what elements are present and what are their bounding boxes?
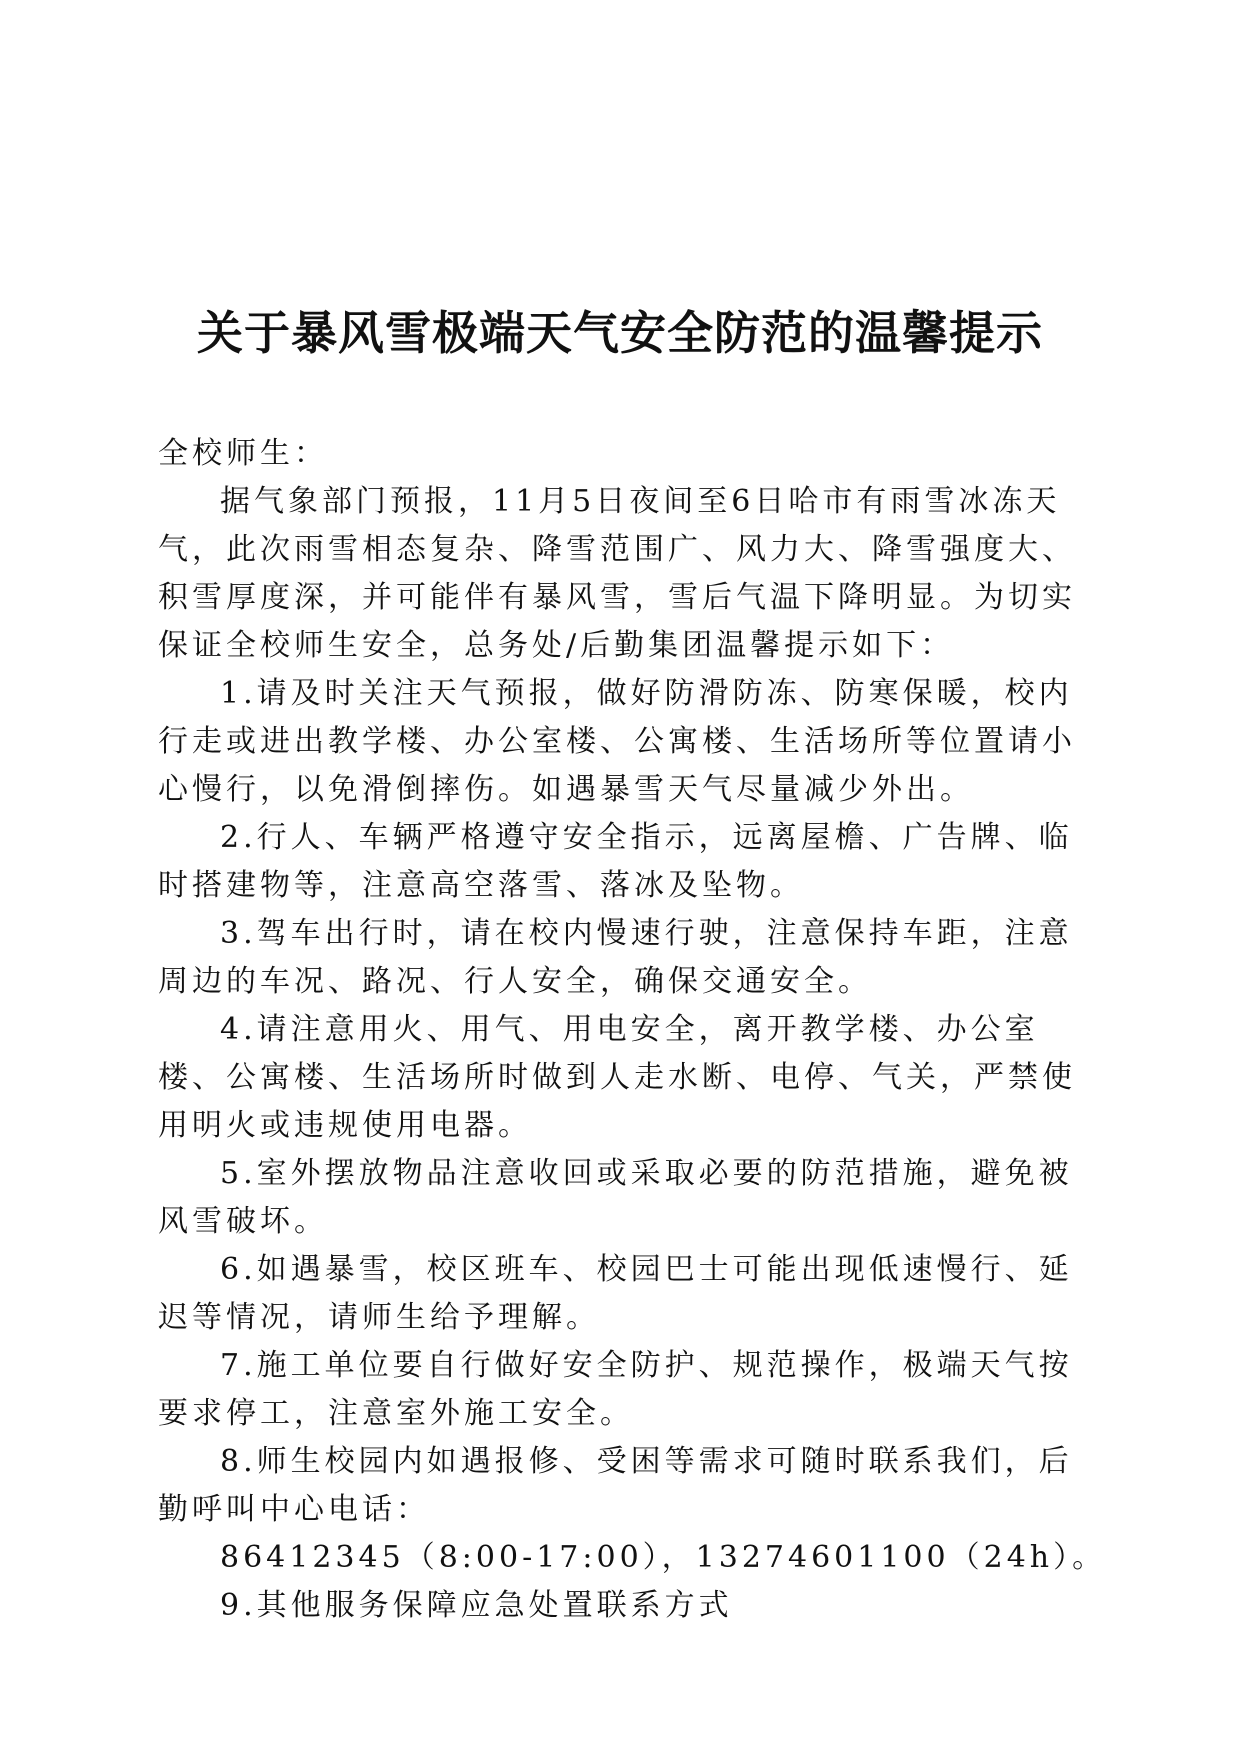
phone-line: 86412345（8:00-17:00），13274601100（24h）。 <box>220 1540 1107 1575</box>
notice-item-5: 5.室外摆放物品注意收回或采取必要的防范措施，避免被风雪破坏。 <box>158 1156 1073 1239</box>
document-body <box>158 430 1107 1630</box>
notice-item-3: 3.驾车出行时，请在校内慢速行驶，注意保持车距，注意周边的车况、路况、行人安全，确保交通安全。 <box>158 916 1073 999</box>
intro-paragraph: 据气象部门预报，11月5日夜间至6日哈市有雨雪冰冻天气，此次雨雪相态复杂、降雪范围广、风力大、降雪强度大、积雪厚度深，并可能伴有暴风雪，雪后气温下降明显。为切实保证全校师生安全，总务处/后勤集团温馨提示如下： <box>158 484 1076 663</box>
document-title: 关于暴风雪极端天气安全防范的温馨提示 <box>197 306 1043 360</box>
notice-item-2: 2.行人、车辆严格遵守安全指示，远离屋檐、广告牌、临时搭建物等，注意高空落雪、落冰及坠物。 <box>158 820 1073 903</box>
notice-item-4: 4.请注意用火、用气、用电安全，离开教学楼、办公室楼、公寓楼、生活场所时做到人走水断、电停、气关，严禁使用明火或违规使用电器。 <box>158 1012 1076 1143</box>
salutation: 全校师生： <box>158 436 328 471</box>
notice-item-8: 8.师生校园内如遇报修、受困等需求可随时联系我们，后勤呼叫中心电话： <box>158 1444 1073 1527</box>
notice-item-9: 9.其他服务保障应急处置联系方式 <box>220 1588 733 1623</box>
notice-item-1: 1.请及时关注天气预报，做好防滑防冻、防寒保暖，校内行走或进出教学楼、办公室楼、公寓楼、生活场所等位置请小心慢行，以免滑倒摔伤。如遇暴雪天气尽量减少外出。 <box>158 676 1076 807</box>
notice-item-6: 6.如遇暴雪，校区班车、校园巴士可能出现低速慢行、延迟等情况，请师生给予理解。 <box>158 1252 1073 1335</box>
notice-item-7: 7.施工单位要自行做好安全防护、规范操作，极端天气按要求停工，注意室外施工安全。 <box>158 1348 1073 1431</box>
